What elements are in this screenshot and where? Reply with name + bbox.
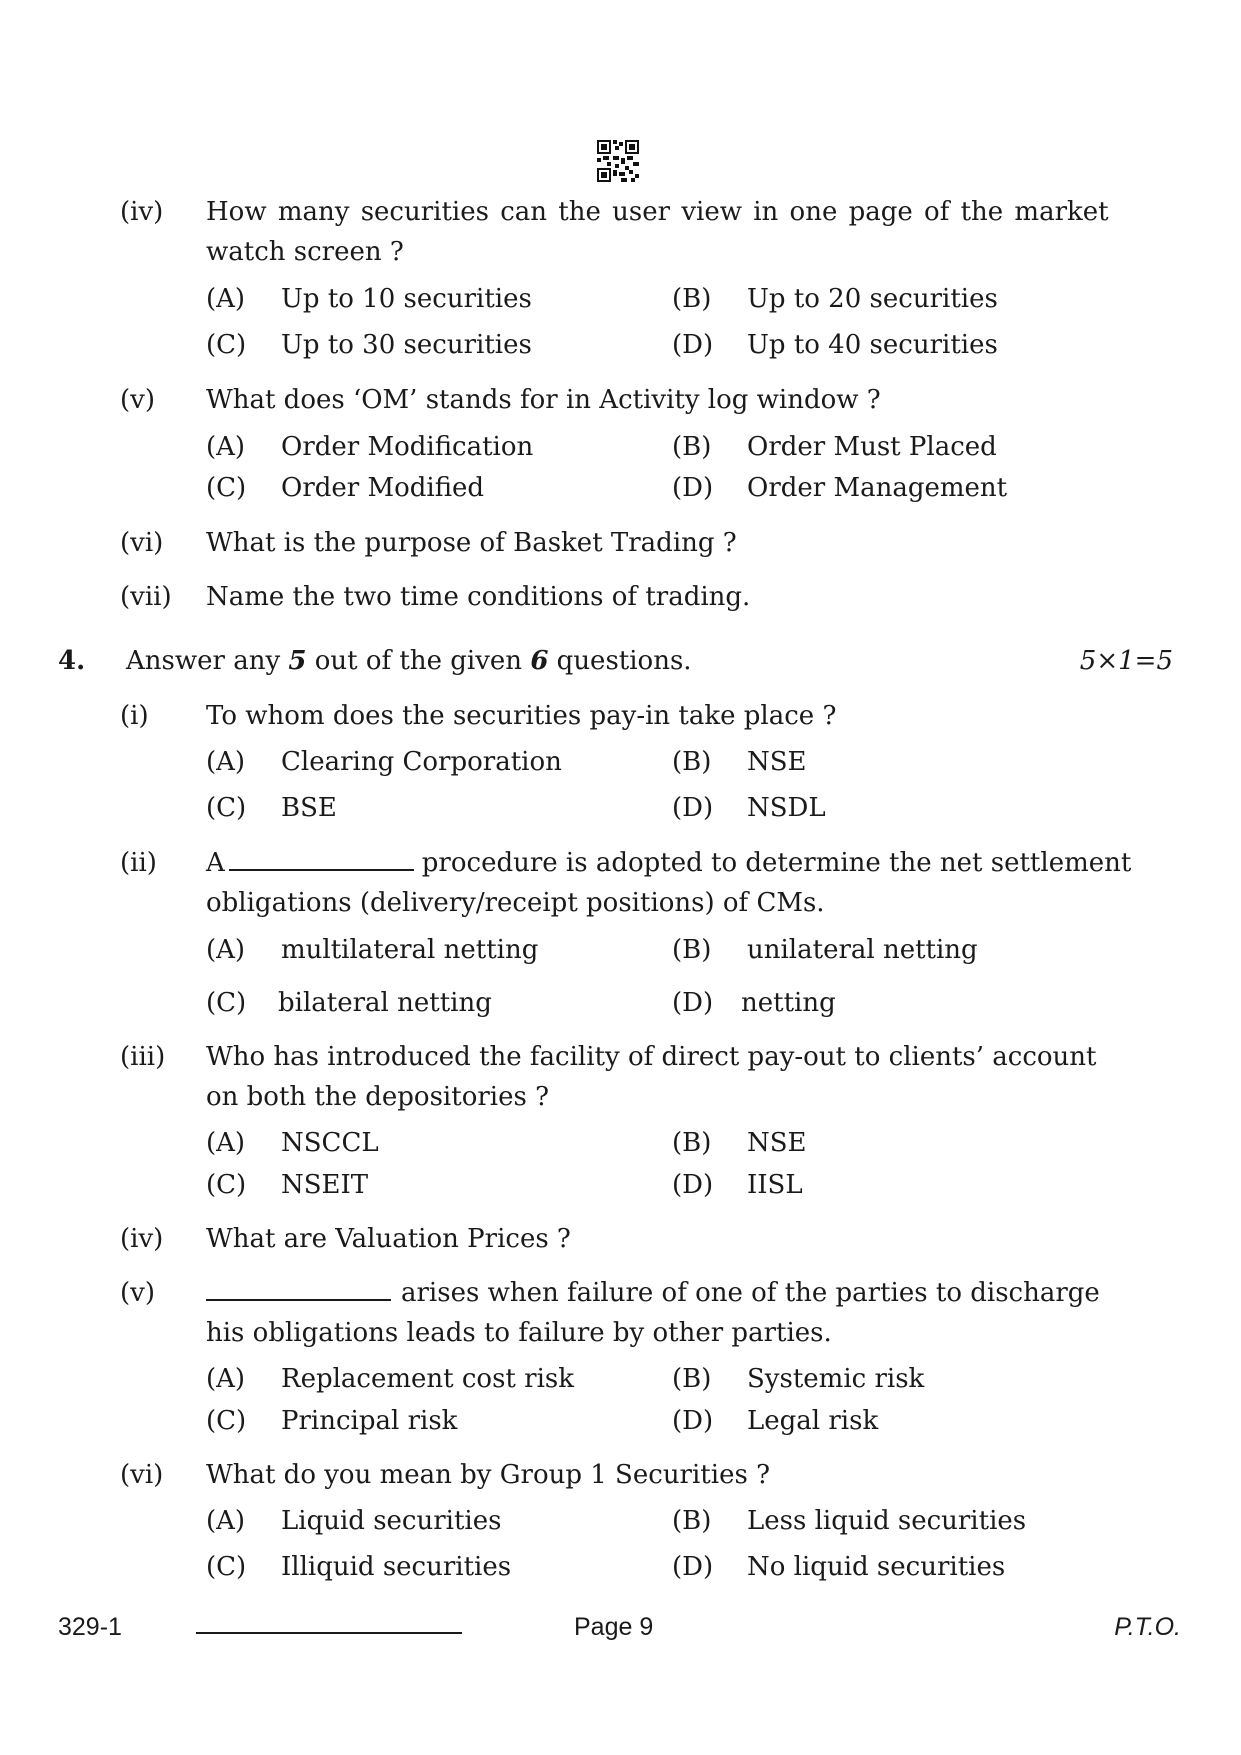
option-text: IISL: [747, 1170, 803, 1200]
option-text: netting: [741, 988, 836, 1018]
question-number: (vi): [120, 528, 164, 558]
option-letter: (A): [206, 935, 246, 965]
option-letter: (B): [672, 1364, 712, 1394]
question-text: watch screen ?: [206, 237, 404, 267]
option-text: No liquid securities: [747, 1552, 1006, 1582]
question-text: What do you mean by Group 1 Securities ?: [206, 1460, 771, 1490]
option-letter: (C): [206, 988, 247, 1018]
option-text: Principal risk: [281, 1406, 458, 1436]
option-letter: (D): [672, 473, 714, 503]
option-letter: (A): [206, 1364, 246, 1394]
question-text: What are Valuation Prices ?: [206, 1224, 571, 1254]
option-text: Up to 30 securities: [281, 330, 532, 360]
option-letter: (B): [672, 284, 712, 314]
marks-label: 5×1=5: [1079, 646, 1173, 676]
option-letter: (C): [206, 1170, 247, 1200]
option-letter: (A): [206, 284, 246, 314]
option-letter: (D): [672, 1406, 714, 1436]
question-number: (iii): [120, 1042, 166, 1072]
section-instruction: Answer any 5 out of the given 6 questions.: [126, 646, 692, 676]
option-text: Up to 40 securities: [747, 330, 998, 360]
option-letter: (A): [206, 1128, 246, 1158]
option-text: unilateral netting: [747, 935, 978, 965]
question-text: arises when failure of one of the parties to discharge: [206, 1276, 1100, 1310]
option-text: Order Modification: [281, 432, 534, 462]
option-letter: (B): [672, 1128, 712, 1158]
footer-divider: [196, 1632, 462, 1634]
fill-in-blank: [229, 847, 414, 871]
option-letter: (C): [206, 1406, 247, 1436]
question-number: (vi): [120, 1460, 164, 1490]
option-letter: (D): [672, 793, 714, 823]
option-text: Systemic risk: [747, 1364, 925, 1394]
question-text: Name the two time conditions of trading.: [206, 582, 751, 612]
option-letter: (A): [206, 1506, 246, 1536]
option-text: NSE: [747, 747, 807, 777]
page-number: Page 9: [574, 1613, 654, 1641]
question-text: obligations (delivery/receipt positions) of CMs.: [206, 888, 825, 918]
option-letter: (C): [206, 1552, 247, 1582]
option-text: NSDL: [747, 793, 826, 823]
option-letter: (C): [206, 330, 247, 360]
option-letter: (D): [672, 1552, 714, 1582]
question-text: How many securities can the user view in one page of the market: [206, 197, 1109, 227]
question-text: A procedure is adopted to determine the net settlement: [206, 848, 1132, 878]
option-text: Order Must Placed: [747, 432, 997, 462]
option-letter: (C): [206, 473, 247, 503]
option-text: NSEIT: [281, 1170, 369, 1200]
option-text: Less liquid securities: [747, 1506, 1027, 1536]
option-text: Liquid securities: [281, 1506, 502, 1536]
question-number: (v): [120, 385, 155, 415]
option-letter: (D): [672, 330, 714, 360]
option-text: Up to 20 securities: [747, 284, 998, 314]
option-text: Order Management: [747, 473, 1008, 503]
option-letter: (D): [672, 988, 714, 1018]
option-letter: (B): [672, 747, 712, 777]
option-text: multilateral netting: [281, 935, 539, 965]
question-text: What does ‘OM’ stands for in Activity log window ?: [206, 385, 881, 415]
question-number: (iv): [120, 197, 164, 227]
option-text: Illiquid securities: [281, 1552, 512, 1582]
question-number: (iv): [120, 1224, 164, 1254]
option-text: Legal risk: [747, 1406, 879, 1436]
question-number: (vii): [120, 582, 172, 612]
option-letter: (C): [206, 793, 247, 823]
question-number: (v): [120, 1278, 155, 1308]
pto-label: P.T.O.: [1114, 1613, 1181, 1641]
option-text: bilateral netting: [278, 988, 492, 1018]
question-number: (ii): [120, 848, 157, 878]
section-number: 4.: [58, 646, 86, 676]
option-letter: (D): [672, 1170, 714, 1200]
question-number: (i): [120, 701, 149, 731]
option-letter: (B): [672, 1506, 712, 1536]
option-text: Clearing Corporation: [281, 747, 562, 777]
question-text: his obligations leads to failure by other parties.: [206, 1318, 832, 1348]
option-letter: (A): [206, 747, 246, 777]
option-letter: (B): [672, 432, 712, 462]
qr-code: [597, 140, 639, 182]
option-text: Up to 10 securities: [281, 284, 532, 314]
question-text: What is the purpose of Basket Trading ?: [206, 528, 737, 558]
option-text: NSCCL: [281, 1128, 379, 1158]
option-text: NSE: [747, 1128, 807, 1158]
option-text: BSE: [281, 793, 337, 823]
question-text: on both the depositories ?: [206, 1082, 550, 1112]
question-text: Who has introduced the facility of direct pay-out to clients’ account: [206, 1042, 1097, 1072]
option-text: Replacement cost risk: [281, 1364, 574, 1394]
fill-in-blank: [206, 1277, 391, 1301]
question-text: To whom does the securities pay-in take place ?: [206, 701, 837, 731]
option-letter: (A): [206, 432, 246, 462]
option-text: Order Modified: [281, 473, 485, 503]
option-letter: (B): [672, 935, 712, 965]
paper-code: 329-1: [58, 1613, 122, 1641]
